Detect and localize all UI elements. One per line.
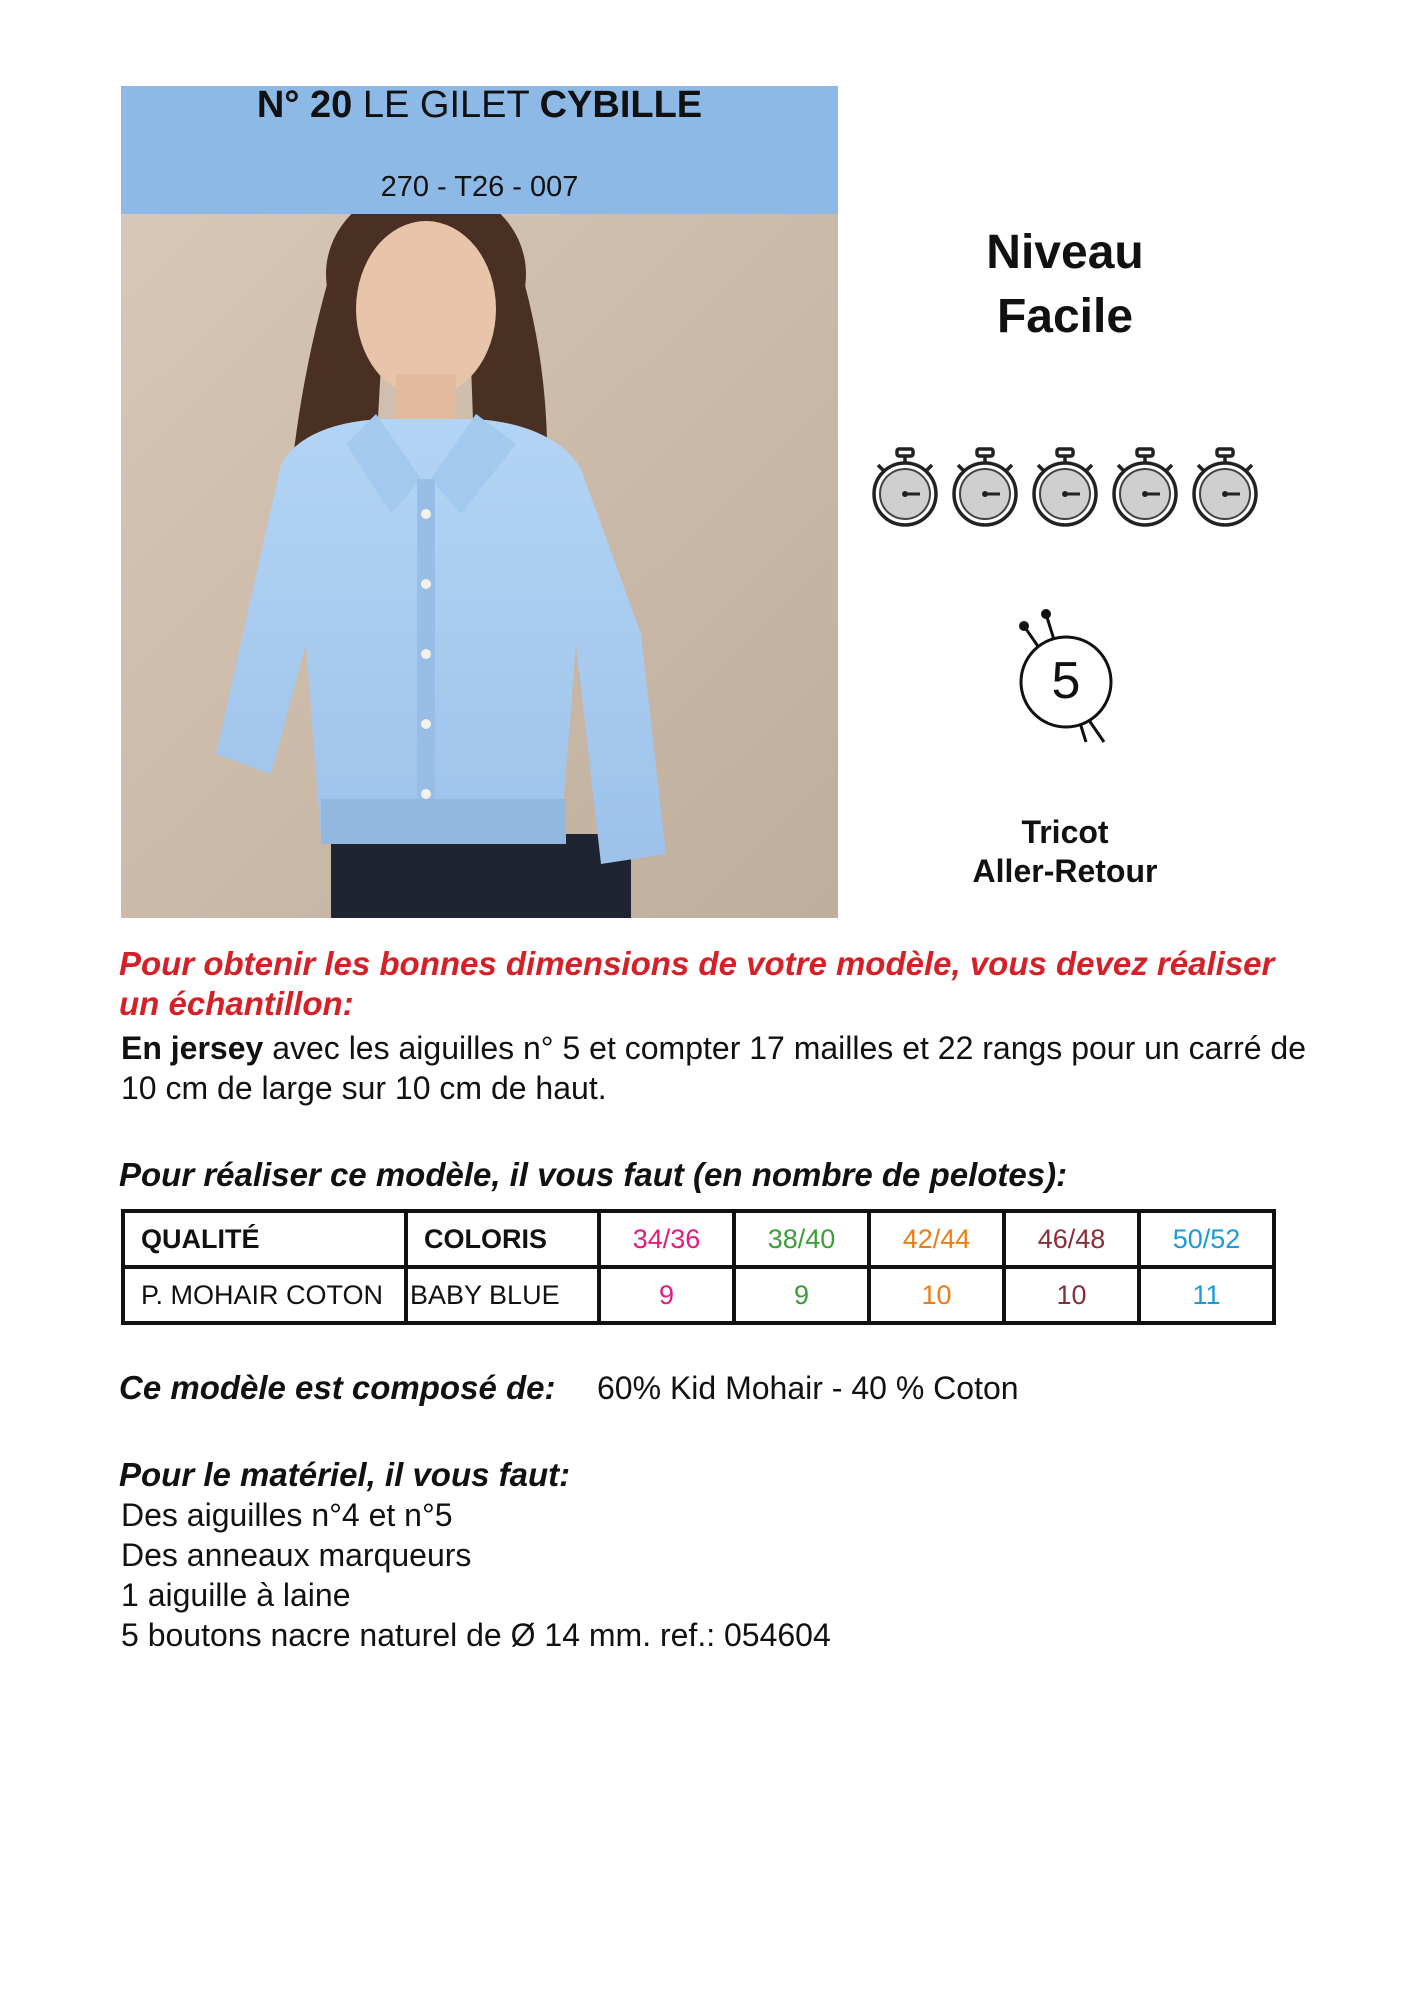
composition-label: Ce modèle est composé de: — [119, 1369, 556, 1406]
size-header: 34/36 — [599, 1211, 734, 1267]
yarn-quality: P. MOHAIR COTON — [123, 1267, 406, 1323]
stopwatch-icon — [1188, 447, 1262, 527]
needle-size-badge — [1004, 602, 1124, 748]
ball-count: 10 — [1004, 1267, 1139, 1323]
ball-count: 11 — [1139, 1267, 1274, 1323]
material-list — [121, 1495, 831, 1655]
level-label: Niveau — [986, 226, 1144, 279]
ball-count: 9 — [599, 1267, 734, 1323]
size-header: 42/44 — [869, 1211, 1004, 1267]
ball-count: 9 — [734, 1267, 869, 1323]
stopwatch-icon — [1028, 447, 1102, 527]
list-item: Des anneaux marqueurs — [121, 1537, 472, 1573]
col-color-header: COLORIS — [406, 1211, 599, 1267]
pattern-name: CYBILLE — [539, 84, 703, 126]
gauge-instructions: avec les aiguilles n° 5 et compter 17 mailles et 22 rangs pour un carré de 10 cm de large sur 10 cm de haut. — [121, 1030, 1306, 1106]
stopwatch-icon — [1108, 447, 1182, 527]
stopwatch-icon — [948, 447, 1022, 527]
list-item: 1 aiguille à laine — [121, 1577, 351, 1613]
level-value: Facile — [996, 290, 1134, 343]
reference-code: 270 - T26 - 007 — [380, 171, 579, 203]
yarn-table — [121, 1209, 1276, 1325]
difficulty-timers — [868, 447, 1264, 527]
gauge-stitch-type: En jersey — [121, 1030, 264, 1066]
size-header: 38/40 — [734, 1211, 869, 1267]
list-item: 5 boutons nacre naturel de Ø 14 mm. ref.: 054604 — [121, 1617, 831, 1653]
gauge-heading: Pour obtenir les bonnes dimensions de votre modèle, vous devez réaliser un échantillon: — [119, 945, 1275, 1022]
col-quality-header: QUALITÉ — [123, 1211, 406, 1267]
gauge-text — [121, 1028, 1311, 1108]
yarn-heading: Pour réaliser ce modèle, il vous faut (en nombre de pelotes): — [119, 1156, 1068, 1193]
technique-line2: Aller-Retour — [972, 853, 1158, 889]
needle-tip-icon — [1019, 621, 1029, 631]
model-photo-illustration — [121, 214, 838, 918]
needle-size-value: 5 — [1051, 652, 1081, 710]
size-header: 50/52 — [1139, 1211, 1274, 1267]
size-header: 46/48 — [1004, 1211, 1139, 1267]
ball-count: 10 — [869, 1267, 1004, 1323]
table-header-row — [123, 1211, 1274, 1267]
needle-tip-icon — [1041, 609, 1051, 619]
technique-line1: Tricot — [1021, 814, 1109, 850]
pattern-title — [121, 83, 838, 127]
model-photo — [121, 214, 838, 918]
composition-value: 60% Kid Mohair - 40 % Coton — [597, 1370, 1019, 1406]
material-heading: Pour le matériel, il vous faut: — [119, 1456, 571, 1493]
stopwatch-icon — [868, 447, 942, 527]
pattern-title-regular: LE GILET — [362, 84, 530, 126]
table-row — [123, 1267, 1274, 1323]
list-item: Des aiguilles n°4 et n°5 — [121, 1497, 453, 1533]
pattern-number: N° 20 — [256, 84, 353, 126]
yarn-color: BABY BLUE — [406, 1267, 599, 1323]
